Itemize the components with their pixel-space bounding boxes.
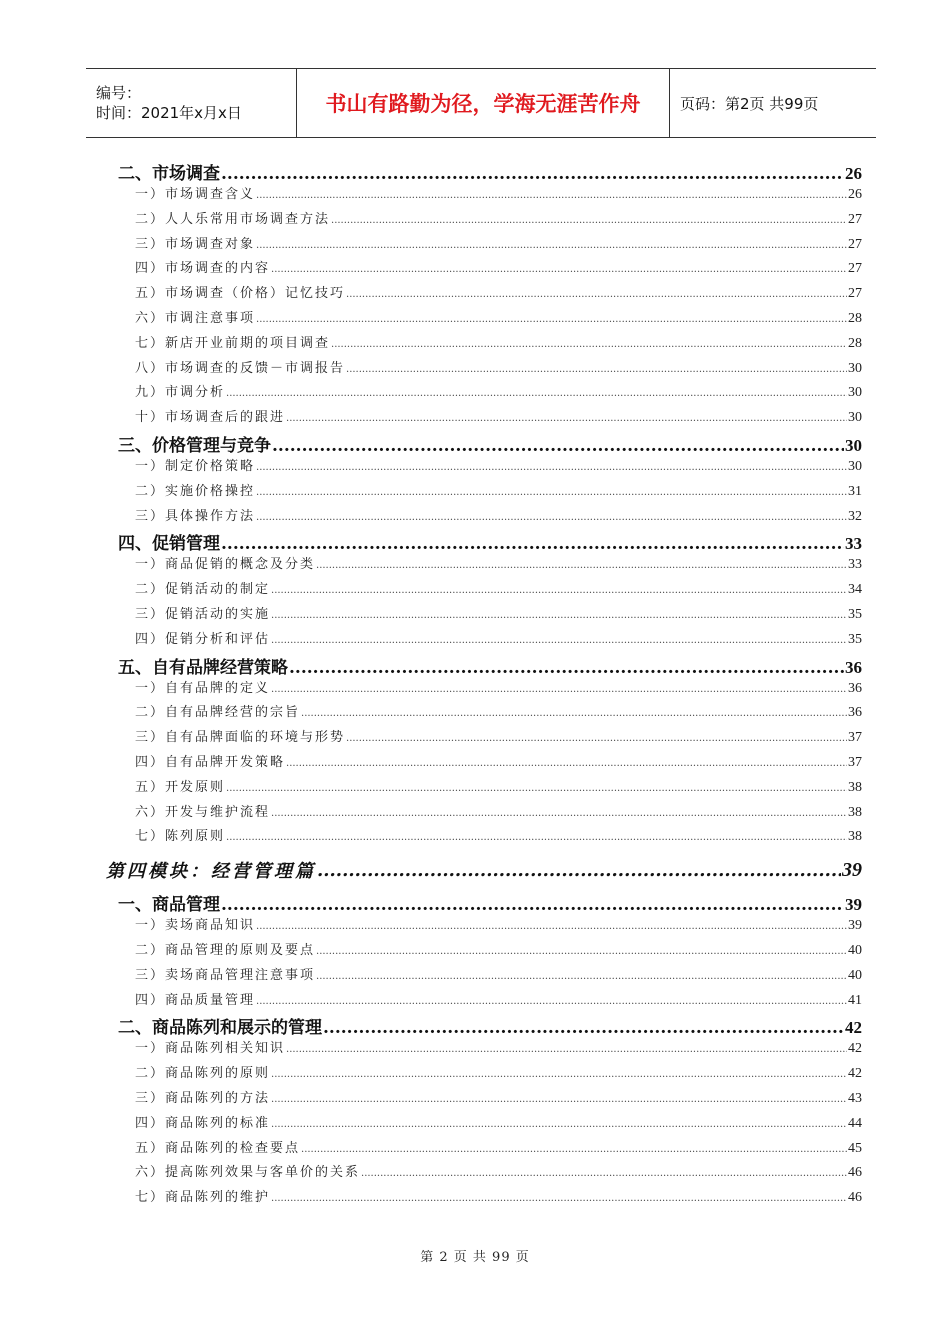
toc-entry-page: 40	[848, 967, 862, 983]
toc-subsection-entry[interactable]	[106, 332, 862, 357]
toc-subsection-entry[interactable]	[106, 989, 862, 1014]
toc-entry-page: 42	[845, 1018, 862, 1038]
toc-entry-page: 27	[848, 261, 862, 277]
toc-subsection-entry[interactable]	[106, 1037, 862, 1062]
toc-entry-title: 三）具体操作方法	[135, 508, 256, 524]
toc-dot-leader	[272, 436, 844, 455]
toc-entry-title: 五）商品陈列的检查要点	[135, 1140, 301, 1156]
header-motto: 书山有路勤为径，学海无涯苦作舟	[297, 69, 670, 137]
toc-entry-page: 36	[845, 657, 862, 677]
toc-dot-leader	[256, 314, 847, 325]
toc-dot-leader	[271, 585, 847, 596]
toc-entry-title: 三）商品陈列的方法	[135, 1090, 271, 1106]
toc-subsection-entry[interactable]	[106, 1062, 862, 1087]
toc-dot-leader	[271, 610, 847, 621]
toc-dot-leader	[256, 996, 847, 1007]
toc-entry-page: 32	[848, 508, 862, 524]
toc-dot-leader	[256, 512, 847, 523]
toc-subsection-entry[interactable]	[106, 801, 862, 826]
toc-dot-leader	[286, 413, 847, 424]
toc-subsection-entry[interactable]	[106, 233, 862, 258]
toc-subsection-entry[interactable]	[106, 578, 862, 603]
toc-subsection-entry[interactable]	[106, 939, 862, 964]
toc-dot-leader	[256, 462, 847, 473]
toc-subsection-entry[interactable]	[106, 1186, 862, 1211]
toc-entry-page: 35	[848, 631, 862, 647]
toc-subsection-entry[interactable]	[106, 480, 862, 505]
toc-subsection-entry[interactable]	[106, 381, 862, 406]
toc-subsection-entry[interactable]	[106, 914, 862, 939]
toc-subsection-entry[interactable]	[106, 726, 862, 751]
table-of-contents	[106, 159, 862, 1211]
toc-entry-page: 42	[848, 1041, 862, 1057]
toc-entry-page: 27	[848, 286, 862, 302]
toc-entry-page: 38	[848, 829, 862, 845]
toc-dot-leader	[316, 560, 847, 571]
toc-entry-page: 36	[848, 705, 862, 721]
toc-dot-leader	[271, 1193, 847, 1204]
toc-entry-page: 30	[848, 458, 862, 474]
toc-subsection-entry[interactable]	[106, 751, 862, 776]
toc-entry-title: 五）开发原则	[135, 779, 226, 795]
toc-subsection-entry[interactable]	[106, 825, 862, 850]
toc-entry-title: 七）新店开业前期的项目调查	[135, 335, 331, 351]
toc-subsection-entry[interactable]	[106, 505, 862, 530]
toc-subsection-entry[interactable]	[106, 455, 862, 480]
toc-dot-leader	[271, 1119, 847, 1130]
toc-entry-page: 26	[848, 187, 862, 202]
toc-dot-leader	[331, 339, 847, 350]
toc-entry-title: 一）商品促销的概念及分类	[135, 557, 316, 573]
toc-entry-title: 二、市场调查	[118, 164, 220, 183]
toc-entry-page: 26	[845, 164, 862, 183]
toc-dot-leader	[331, 215, 847, 226]
toc-subsection-entry[interactable]	[106, 406, 862, 431]
toc-dot-leader	[221, 895, 844, 914]
toc-entry-title: 六）市调注意事项	[135, 310, 256, 326]
toc-entry-page: 45	[848, 1140, 862, 1156]
toc-entry-title: 七）商品陈列的维护	[135, 1190, 271, 1206]
toc-dot-leader	[346, 289, 847, 300]
header-page-number: 页码：第2页 共99页	[680, 94, 819, 113]
toc-entry-title: 二）人人乐常用市场调查方法	[135, 211, 331, 227]
toc-entry-title: 二、商品陈列和展示的管理	[118, 1018, 322, 1038]
toc-dot-leader	[346, 364, 847, 375]
toc-subsection-entry[interactable]	[106, 357, 862, 382]
page-header	[86, 68, 876, 138]
toc-subsection-entry[interactable]	[106, 1161, 862, 1186]
header-date: 时间：2021年x月x日	[96, 104, 242, 122]
toc-entry-title: 九）市调分析	[135, 385, 226, 401]
toc-entry-title: 三）卖场商品管理注意事项	[135, 967, 316, 983]
toc-subsection-entry[interactable]	[106, 1087, 862, 1112]
toc-entry-title: 六）开发与维护流程	[135, 804, 271, 820]
toc-section-entry[interactable]	[106, 653, 862, 677]
toc-entry-title: 一）卖场商品知识	[135, 918, 256, 934]
toc-dot-leader	[256, 921, 847, 932]
toc-entry-page: 31	[848, 483, 862, 499]
toc-entry-page: 39	[842, 858, 862, 881]
toc-entry-page: 43	[848, 1090, 862, 1106]
toc-dot-leader	[256, 190, 847, 201]
toc-entry-page: 28	[848, 335, 862, 351]
toc-entry-title: 五）市场调查（价格）记忆技巧	[135, 286, 346, 302]
toc-dot-leader	[316, 971, 847, 982]
toc-entry-title: 四）促销分析和评估	[135, 631, 271, 647]
toc-entry-title: 二）促销活动的制定	[135, 582, 271, 598]
toc-entry-page: 37	[848, 754, 862, 770]
toc-section-entry[interactable]	[106, 431, 862, 455]
toc-entry-page: 41	[848, 992, 862, 1008]
toc-entry-page: 46	[848, 1190, 862, 1206]
toc-dot-leader	[271, 1069, 847, 1080]
page-footer: 第 2 页 共 99 页	[420, 1250, 530, 1265]
toc-entry-page: 30	[848, 385, 862, 401]
toc-dot-leader	[346, 733, 847, 744]
toc-subsection-entry[interactable]	[106, 553, 862, 578]
toc-subsection-entry[interactable]	[106, 307, 862, 332]
toc-entry-title: 八）市场调查的反馈－市调报告	[135, 360, 346, 376]
toc-entry-title: 二）商品管理的原则及要点	[135, 942, 316, 958]
toc-entry-title: 三）自有品牌面临的环境与形势	[135, 730, 346, 746]
toc-section-entry[interactable]	[106, 890, 862, 914]
toc-entry-page: 36	[848, 680, 862, 696]
toc-section-entry[interactable]	[106, 159, 862, 183]
toc-entry-page: 38	[848, 804, 862, 820]
toc-entry-title: 第四模块：经营管理篇	[106, 861, 316, 883]
toc-entry-title: 二）自有品牌经营的宗旨	[135, 705, 301, 721]
toc-subsection-entry[interactable]	[106, 257, 862, 282]
toc-entry-title: 六）提高陈列效果与客单价的关系	[135, 1165, 361, 1181]
toc-entry-title: 四）商品陈列的标准	[135, 1115, 271, 1131]
toc-dot-leader	[256, 487, 847, 498]
toc-entry-title: 四）市场调查的内容	[135, 261, 271, 277]
toc-entry-title: 四）自有品牌开发策略	[135, 754, 286, 770]
toc-entry-title: 十）市场调查后的跟进	[135, 410, 286, 426]
toc-entry-page: 42	[848, 1066, 862, 1082]
toc-dot-leader	[301, 1144, 847, 1155]
toc-dot-leader	[271, 635, 847, 646]
toc-dot-leader	[286, 758, 847, 769]
toc-dot-leader	[361, 1168, 847, 1179]
toc-subsection-entry[interactable]	[106, 776, 862, 801]
toc-dot-leader	[271, 264, 847, 275]
toc-entry-page: 33	[845, 534, 862, 554]
toc-entry-page: 30	[848, 360, 862, 376]
toc-entry-title: 一、商品管理	[118, 895, 220, 915]
toc-dot-leader	[316, 946, 847, 957]
toc-entry-title: 一）商品陈列相关知识	[135, 1041, 286, 1057]
toc-dot-leader	[221, 164, 844, 183]
toc-subsection-entry[interactable]	[106, 677, 862, 702]
toc-dot-leader	[323, 1018, 844, 1037]
toc-subsection-entry[interactable]	[106, 964, 862, 989]
toc-dot-leader	[226, 388, 847, 399]
toc-module-heading[interactable]	[106, 850, 862, 890]
toc-entry-title: 一）制定价格策略	[135, 458, 256, 474]
toc-entry-page: 33	[848, 557, 862, 573]
toc-dot-leader	[221, 534, 844, 553]
toc-entry-page: 27	[848, 211, 862, 227]
toc-entry-title: 三）市场调查对象	[135, 236, 256, 252]
toc-entry-title: 四、促销管理	[118, 534, 220, 554]
toc-dot-leader	[289, 658, 844, 677]
toc-subsection-entry[interactable]	[106, 603, 862, 628]
header-meta	[86, 69, 297, 137]
toc-entry-title: 一）自有品牌的定义	[135, 680, 271, 696]
toc-dot-leader	[226, 783, 847, 794]
toc-entry-page: 39	[848, 918, 862, 934]
toc-dot-leader	[286, 1044, 847, 1055]
toc-subsection-entry[interactable]	[106, 282, 862, 307]
toc-entry-page: 28	[848, 310, 862, 326]
toc-entry-page: 37	[848, 730, 862, 746]
toc-dot-leader	[226, 832, 847, 843]
toc-entry-page: 30	[845, 435, 862, 455]
toc-entry-page: 39	[845, 895, 862, 915]
toc-entry-page: 30	[848, 410, 862, 426]
toc-entry-page: 27	[848, 236, 862, 252]
toc-entry-title: 七）陈列原则	[135, 829, 226, 845]
toc-section-entry[interactable]	[106, 529, 862, 553]
toc-entry-title: 四）商品质量管理	[135, 992, 256, 1008]
toc-entry-title: 一）市场调查含义	[135, 187, 256, 202]
toc-dot-leader	[271, 684, 847, 695]
toc-entry-page: 44	[848, 1115, 862, 1131]
toc-entry-title: 五、自有品牌经营策略	[118, 657, 288, 677]
toc-entry-title: 二）商品陈列的原则	[135, 1066, 271, 1082]
toc-subsection-entry[interactable]	[106, 208, 862, 233]
header-number: 编号：	[96, 84, 142, 102]
toc-subsection-entry[interactable]	[106, 1137, 862, 1162]
toc-entry-title: 三）促销活动的实施	[135, 606, 271, 622]
toc-dot-leader	[256, 240, 847, 251]
toc-subsection-entry[interactable]	[106, 1112, 862, 1137]
toc-section-entry[interactable]	[106, 1013, 862, 1037]
toc-entry-page: 40	[848, 942, 862, 958]
toc-entry-page: 38	[848, 779, 862, 795]
toc-subsection-entry[interactable]	[106, 183, 862, 208]
toc-dot-leader	[317, 860, 841, 881]
toc-dot-leader	[271, 808, 847, 819]
toc-subsection-entry[interactable]	[106, 701, 862, 726]
toc-entry-title: 二）实施价格操控	[135, 483, 256, 499]
toc-subsection-entry[interactable]	[106, 628, 862, 653]
toc-entry-page: 35	[848, 606, 862, 622]
toc-entry-title: 三、价格管理与竞争	[118, 435, 271, 455]
toc-dot-leader	[301, 708, 847, 719]
toc-entry-page: 46	[848, 1165, 862, 1181]
toc-dot-leader	[271, 1094, 847, 1105]
toc-entry-page: 34	[848, 582, 862, 598]
